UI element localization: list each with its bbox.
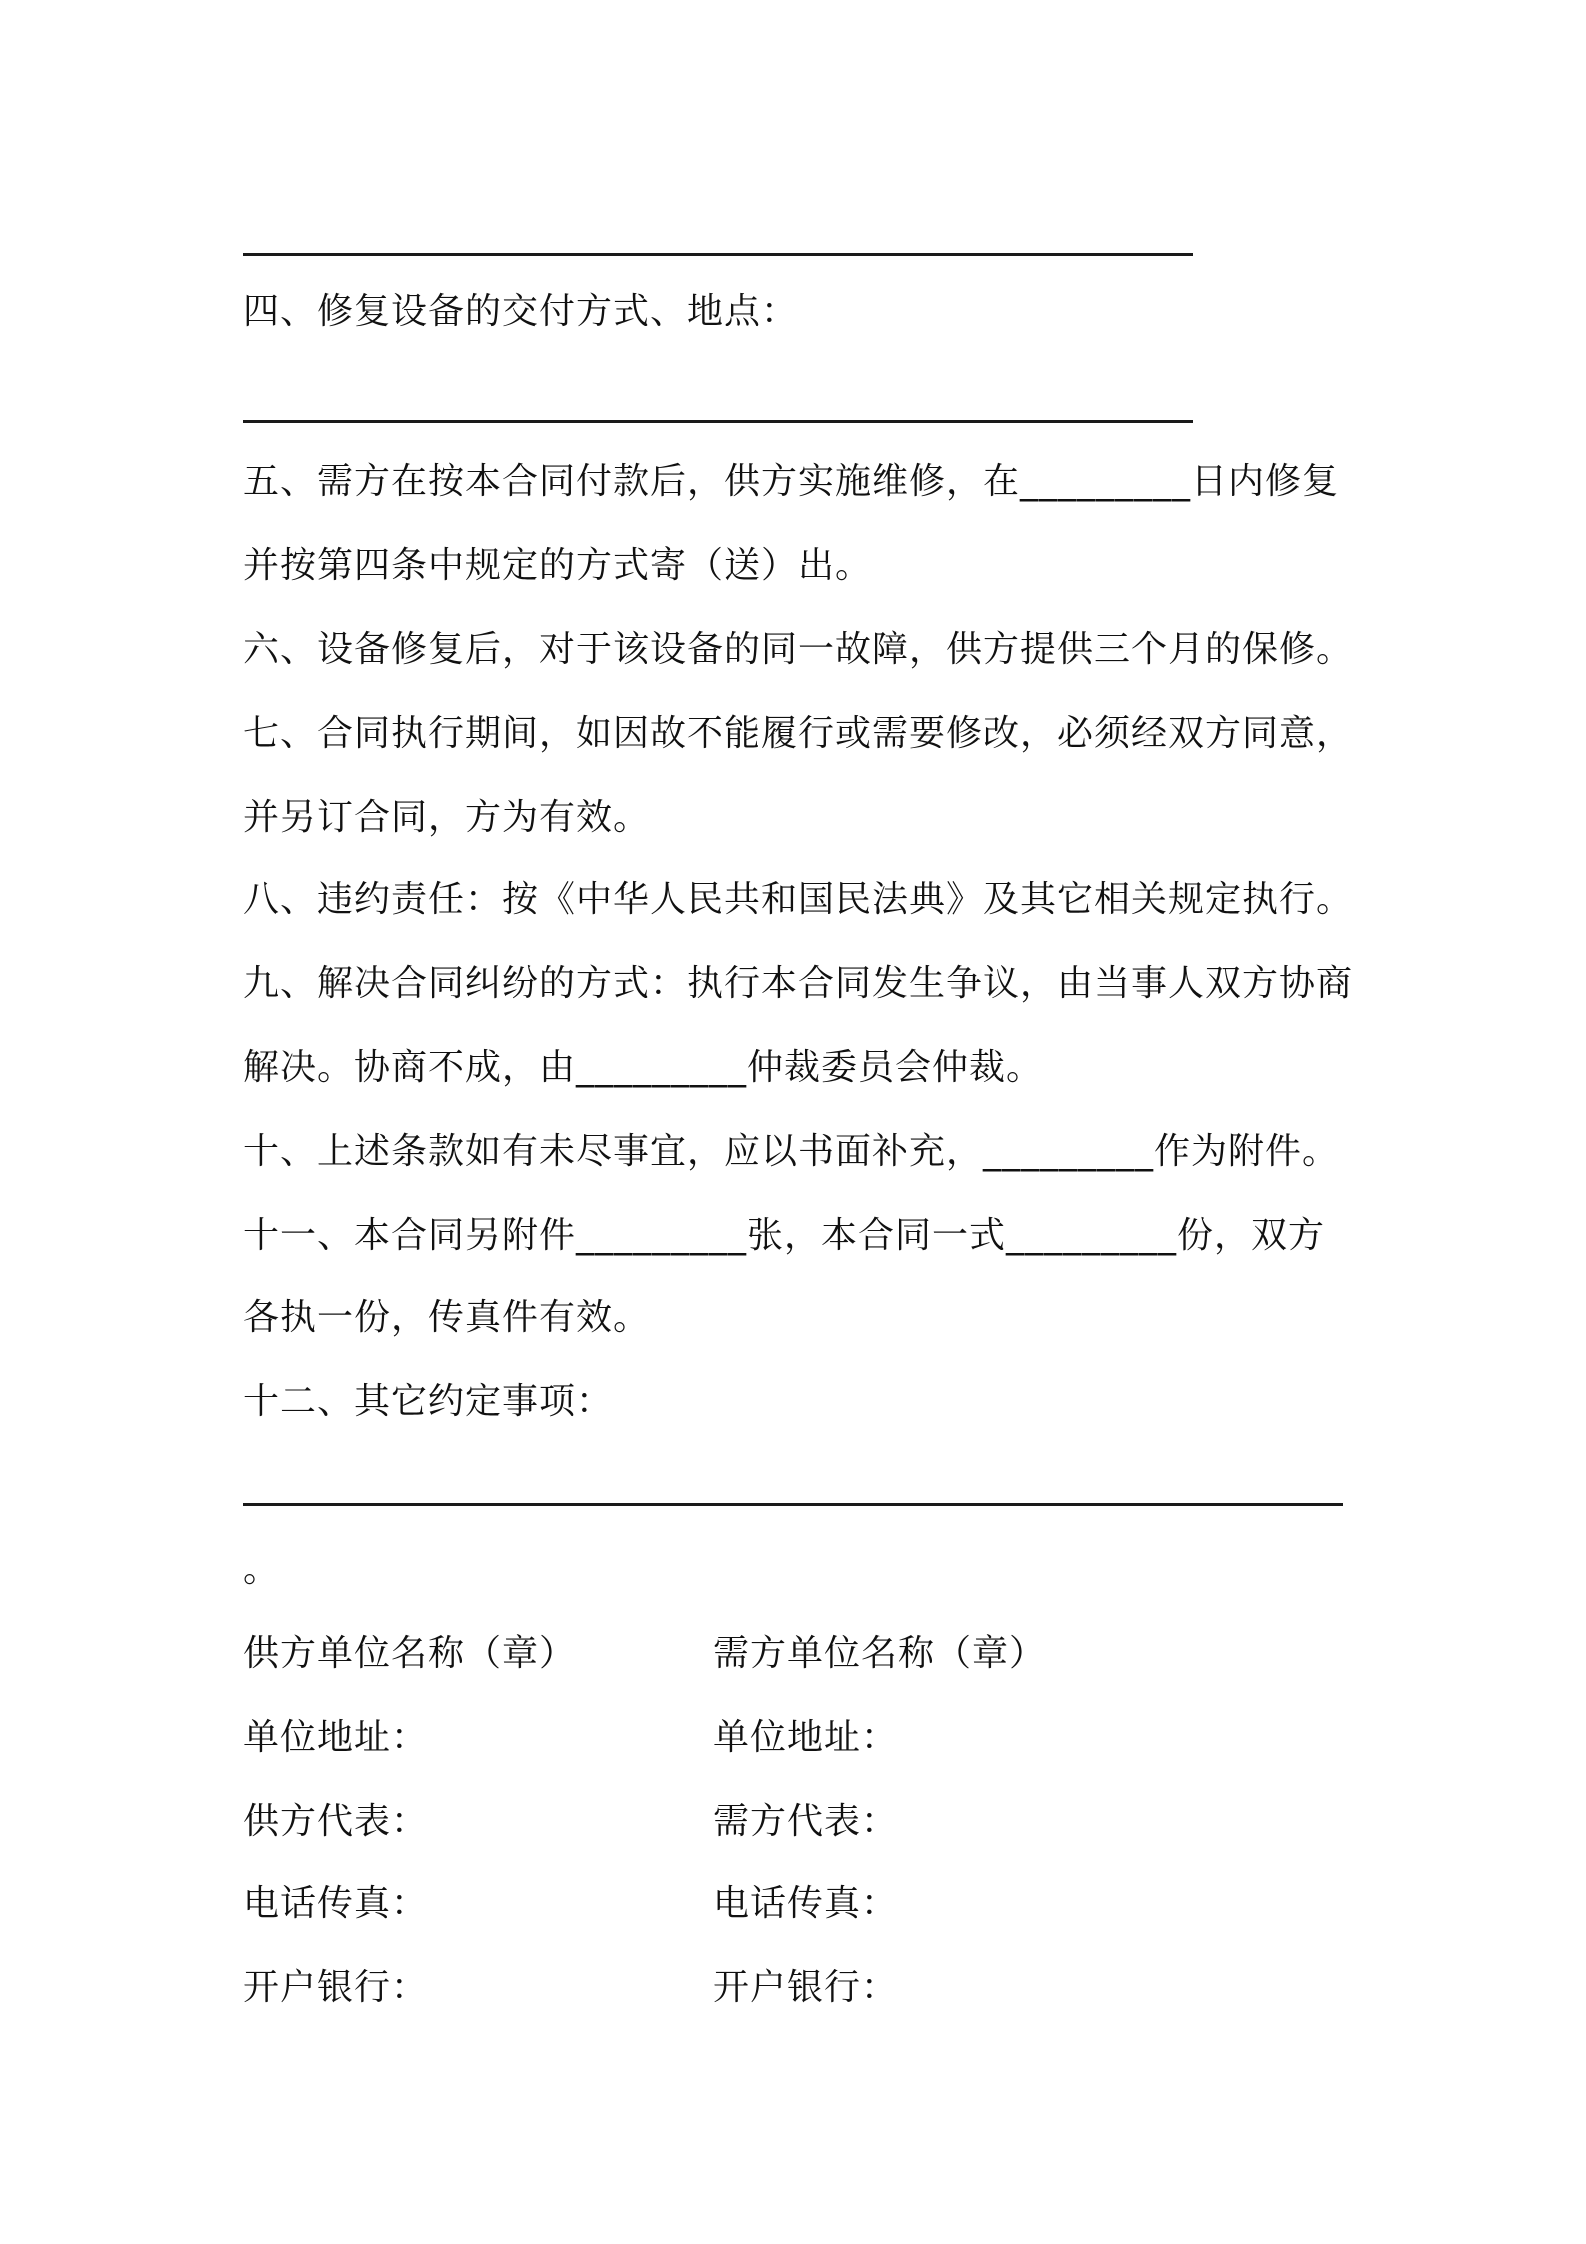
clause-5-line-1: 五、需方在按本合同付款后，供方实施维修，在_________日内修复 <box>243 461 1340 502</box>
buyer-name: 需方单位名称（章） <box>713 1633 1047 1674</box>
supplier-name: 供方单位名称（章） <box>243 1633 577 1674</box>
blank-line-clause-3 <box>243 253 1193 256</box>
supplier-phone-fax: 电话传真： <box>243 1883 429 1924</box>
buyer-address: 单位地址： <box>713 1717 899 1758</box>
supplier-bank: 开户银行： <box>243 1967 429 2008</box>
buyer-representative: 需方代表： <box>713 1801 899 1842</box>
clause-12-end-mark: 。 <box>243 1549 281 1590</box>
clause-9-line-1: 九、解决合同纠纷的方式：执行本合同发生争议，由当事人双方协商 <box>243 963 1354 1004</box>
clause-7-line-2: 并另订合同，方为有效。 <box>243 797 651 838</box>
blank-line-clause-12 <box>243 1503 1343 1506</box>
clause-12: 十二、其它约定事项： <box>243 1381 614 1422</box>
clause-11-line-2: 各执一份，传真件有效。 <box>243 1297 651 1338</box>
supplier-representative: 供方代表： <box>243 1801 429 1842</box>
clause-4: 四、修复设备的交付方式、地点： <box>243 291 799 332</box>
clause-10: 十、上述条款如有未尽事宜，应以书面补充，_________作为附件。 <box>243 1131 1340 1172</box>
clause-9-line-2: 解决。协商不成，由_________仲裁委员会仲裁。 <box>243 1047 1044 1088</box>
clause-5-line-2: 并按第四条中规定的方式寄（送）出。 <box>243 545 873 586</box>
buyer-bank: 开户银行： <box>713 1967 899 2008</box>
clause-11-line-1: 十一、本合同另附件_________张，本合同一式_________份，双方 <box>243 1215 1326 1256</box>
clause-7-line-1: 七、合同执行期间，如因故不能履行或需要修改，必须经双方同意， <box>243 713 1354 754</box>
blank-line-clause-4 <box>243 420 1193 423</box>
clause-6: 六、设备修复后，对于该设备的同一故障，供方提供三个月的保修。 <box>243 629 1354 670</box>
buyer-phone-fax: 电话传真： <box>713 1883 899 1924</box>
clause-8: 八、违约责任：按《中华人民共和国民法典》及其它相关规定执行。 <box>243 879 1354 920</box>
supplier-address: 单位地址： <box>243 1717 429 1758</box>
